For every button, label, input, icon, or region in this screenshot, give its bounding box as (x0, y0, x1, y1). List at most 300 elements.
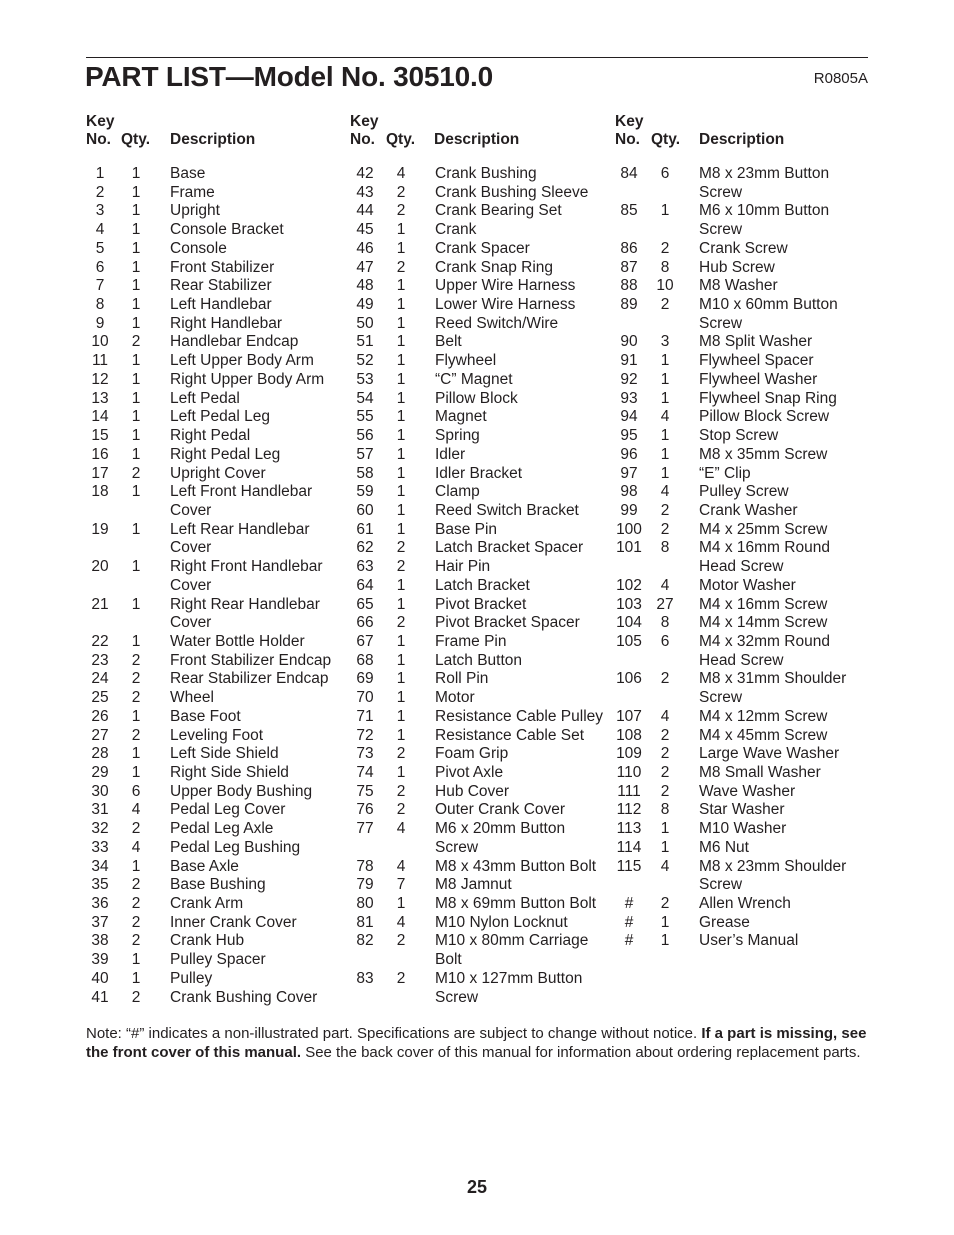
parts-row (614, 184, 868, 203)
parts-row (85, 652, 345, 671)
quantity: 2 (131, 670, 141, 688)
quantity: 6 (660, 165, 670, 182)
description: Rear Stabilizer Endcap (170, 670, 329, 688)
quantity: 4 (396, 857, 406, 875)
quantity: 6 (131, 782, 141, 800)
parts-row (350, 202, 610, 221)
key-number: 60 (356, 501, 374, 519)
page-number: 25 (466, 1177, 488, 1197)
description: M8 x 23mm Button (699, 165, 830, 182)
quantity: 1 (396, 427, 406, 445)
parts-row (85, 820, 345, 839)
parts-row (350, 895, 610, 914)
description: Crank Bushing Sleeve (435, 183, 589, 201)
key-number: 14 (91, 408, 109, 426)
parts-row (614, 839, 868, 858)
description: Crank Screw (699, 239, 788, 257)
key-number: 10 (91, 333, 109, 351)
key-number: # (624, 895, 634, 913)
quantity: 7 (396, 876, 406, 894)
key-number: 32 (91, 820, 109, 838)
parts-row (614, 296, 868, 315)
parts-row (350, 483, 610, 502)
key-number: 79 (356, 876, 374, 894)
parts-row (350, 970, 610, 989)
key-number: 77 (356, 820, 374, 838)
quantity: 1 (131, 389, 141, 407)
quantity: 2 (660, 895, 670, 913)
key-number: 68 (356, 651, 374, 669)
parts-row (614, 259, 868, 278)
description: Base Pin (435, 520, 498, 538)
quantity: 2 (396, 202, 406, 220)
key-number: 88 (620, 277, 638, 295)
quantity: 4 (660, 483, 670, 501)
parts-row (614, 240, 868, 259)
quantity: 2 (660, 726, 670, 744)
description: Roll Pin (435, 670, 489, 688)
description: Right Upper Body Arm (170, 370, 325, 388)
description: Crank Bushing (435, 165, 537, 182)
parts-row (350, 502, 610, 521)
description: Frame Pin (435, 632, 507, 650)
description: Idler (435, 445, 466, 463)
quantity: 1 (396, 239, 406, 257)
quantity: 2 (131, 726, 141, 744)
key-number: 43 (356, 183, 374, 201)
quantity: 1 (660, 445, 670, 463)
parts-row (614, 596, 868, 615)
description: Wheel (170, 689, 214, 707)
parts-row (85, 801, 345, 820)
description: Outer Crank Cover (435, 801, 566, 819)
description: Left Upper Body Arm (170, 352, 314, 370)
key-number: 103 (616, 595, 642, 613)
quantity: 8 (660, 539, 670, 557)
parts-row (85, 184, 345, 203)
key-number: 59 (356, 483, 374, 501)
header-description: Description (434, 131, 520, 148)
description: “C” Magnet (435, 370, 513, 388)
key-number: 111 (617, 782, 641, 800)
description: Head Screw (699, 651, 784, 669)
description: Right Pedal (170, 427, 251, 445)
key-number: 8 (95, 296, 105, 314)
parts-row (85, 539, 345, 558)
parts-row (85, 277, 345, 296)
key-number: 109 (616, 745, 642, 763)
header-no: No. (86, 131, 111, 148)
note-bold-text: If a part is missing, see the front cover of this manual. (86, 1025, 867, 1061)
parts-row (614, 483, 868, 502)
parts-row (350, 315, 610, 334)
key-number: 114 (616, 838, 642, 856)
key-number: 104 (616, 614, 642, 632)
description: Screw (699, 183, 743, 201)
parts-row (85, 783, 345, 802)
key-number: 3 (95, 202, 105, 220)
quantity: 1 (131, 951, 141, 969)
description: M4 x 16mm Round (699, 539, 830, 557)
description: Idler Bracket (435, 464, 523, 482)
parts-column-1 (85, 165, 345, 1007)
quantity: 2 (396, 969, 406, 987)
description: M10 x 60mm Button (699, 296, 838, 314)
quantity: 1 (131, 314, 141, 332)
header-description: Description (170, 131, 256, 148)
parts-row (85, 296, 345, 315)
quantity: 2 (660, 296, 670, 314)
description: Stop Screw (699, 427, 779, 445)
parts-row (614, 539, 868, 558)
description: Resistance Cable Set (435, 726, 585, 744)
description: Pulley (170, 969, 213, 987)
key-number: 86 (620, 239, 638, 257)
key-number: 51 (356, 333, 374, 351)
key-number: 75 (356, 782, 374, 800)
description: Reed Switch/Wire (435, 314, 559, 332)
parts-row (350, 165, 610, 184)
parts-row (350, 521, 610, 540)
quantity: 2 (131, 913, 141, 931)
quantity: 1 (131, 595, 141, 613)
quantity: 2 (396, 614, 406, 632)
parts-row (350, 727, 610, 746)
description: M6 x 20mm Button (435, 820, 566, 838)
key-number: 13 (91, 389, 109, 407)
key-number: 110 (616, 764, 642, 781)
description: Screw (699, 221, 743, 239)
description: Magnet (435, 408, 487, 426)
quantity: 2 (131, 333, 141, 351)
key-number: 84 (620, 165, 638, 182)
parts-row (85, 689, 345, 708)
parts-row (614, 708, 868, 727)
description: M8 x 31mm Shoulder (699, 670, 847, 688)
quantity: 2 (660, 782, 670, 800)
description: Frame (170, 183, 215, 201)
description: Hair Pin (435, 558, 491, 576)
description: Pivot Axle (435, 764, 504, 781)
description: Foam Grip (435, 745, 509, 763)
quantity: 8 (660, 614, 670, 632)
parts-row (350, 408, 610, 427)
key-number: 18 (91, 483, 109, 501)
description: M4 x 45mm Screw (699, 726, 828, 744)
key-number: 99 (620, 501, 638, 519)
parts-row (85, 352, 345, 371)
parts-row (350, 951, 610, 970)
description: Pivot Bracket Spacer (435, 614, 580, 632)
description: M4 x 16mm Screw (699, 595, 828, 613)
key-number: 36 (91, 895, 109, 913)
key-number: 25 (91, 689, 109, 707)
description: Leveling Foot (170, 726, 264, 744)
description: M6 Nut (699, 838, 749, 856)
quantity: 10 (656, 277, 674, 295)
quantity: 1 (396, 464, 406, 482)
description: Crank Arm (170, 895, 244, 913)
description: Screw (699, 689, 743, 707)
parts-row (614, 502, 868, 521)
parts-row (85, 839, 345, 858)
quantity: 1 (131, 352, 141, 370)
header-no: No. (615, 131, 640, 148)
parts-row (85, 764, 345, 783)
parts-row (350, 801, 610, 820)
parts-row (350, 333, 610, 352)
description: M8 x 23mm Shoulder (699, 857, 847, 875)
parts-row (85, 240, 345, 259)
key-number: 83 (356, 969, 374, 987)
description: M4 x 32mm Round (699, 632, 830, 650)
description: Base (170, 165, 206, 182)
quantity: 2 (131, 988, 141, 1006)
description: “E” Clip (699, 464, 751, 482)
quantity: 1 (396, 314, 406, 332)
description: Screw (435, 838, 479, 856)
quantity: 2 (396, 932, 406, 950)
description: Left Pedal (170, 389, 240, 407)
parts-row (85, 315, 345, 334)
quantity: 2 (131, 651, 141, 669)
description: Base Axle (170, 857, 239, 875)
description: Rear Stabilizer (170, 277, 272, 295)
description: Left Front Handlebar (170, 483, 313, 501)
description: Right Handlebar (170, 314, 283, 332)
key-number: 90 (620, 333, 638, 351)
description: Cover (170, 501, 212, 519)
note-text: Note: “#” indicates a non-illustrated part. Specifications are subject to change without notice. (86, 1025, 702, 1042)
description: Crank Bushing Cover (170, 988, 318, 1006)
key-number: 70 (356, 689, 374, 707)
description: M10 x 127mm Button (435, 969, 583, 987)
description: Base Foot (170, 707, 241, 725)
header-key: Key (615, 113, 644, 130)
quantity: 1 (660, 464, 670, 482)
key-number: 95 (620, 427, 638, 445)
description: Cover (170, 539, 212, 557)
quantity: 4 (131, 838, 141, 856)
header-qty: Qty. (386, 131, 415, 148)
description: Front Stabilizer Endcap (170, 651, 332, 669)
parts-row (614, 558, 868, 577)
parts-row (614, 689, 868, 708)
description: Upper Wire Harness (435, 277, 576, 295)
parts-row (614, 820, 868, 839)
quantity: 2 (396, 558, 406, 576)
parts-row (614, 352, 868, 371)
description: Large Wave Washer (699, 745, 840, 763)
quantity: 1 (131, 427, 141, 445)
quantity: 2 (396, 539, 406, 557)
key-number: 9 (95, 314, 105, 332)
parts-row (85, 333, 345, 352)
parts-row (350, 352, 610, 371)
quantity: 2 (660, 764, 670, 781)
key-number: 87 (620, 258, 638, 276)
key-number: 11 (91, 352, 109, 370)
key-number: 34 (91, 857, 109, 875)
key-number: 29 (91, 764, 109, 781)
parts-row (85, 390, 345, 409)
key-number: 20 (91, 558, 109, 576)
quantity: 1 (396, 576, 406, 594)
quantity: 1 (131, 558, 141, 576)
parts-row (614, 165, 868, 184)
description: Left Side Shield (170, 745, 279, 763)
parts-row (85, 165, 345, 184)
description: M8 Washer (699, 277, 778, 295)
parts-row (85, 951, 345, 970)
parts-row (614, 614, 868, 633)
description: Right Front Handlebar (170, 558, 323, 576)
parts-row (614, 371, 868, 390)
parts-row (350, 427, 610, 446)
description: Upright (170, 202, 220, 220)
parts-row (85, 259, 345, 278)
quantity: 4 (660, 707, 670, 725)
note-text-end: See the back cover of this manual for information about ordering replacement parts. (301, 1043, 861, 1061)
key-number: 26 (91, 707, 109, 725)
parts-row (614, 427, 868, 446)
parts-row (614, 895, 868, 914)
key-number: 5 (95, 239, 105, 257)
description: Right Pedal Leg (170, 445, 281, 463)
parts-row (350, 839, 610, 858)
quantity: 1 (396, 689, 406, 707)
parts-row (350, 633, 610, 652)
parts-row (85, 446, 345, 465)
parts-row (350, 446, 610, 465)
quantity: 4 (660, 408, 670, 426)
description: Wave Washer (699, 782, 796, 800)
quantity: 2 (131, 689, 141, 707)
key-number: 72 (356, 726, 374, 744)
parts-row (614, 670, 868, 689)
description: M8 Small Washer (699, 764, 821, 781)
quantity: 4 (396, 165, 406, 182)
parts-row (614, 408, 868, 427)
parts-row (350, 558, 610, 577)
quantity: 1 (131, 296, 141, 314)
description: Right Side Shield (170, 764, 289, 781)
key-number: 56 (356, 427, 374, 445)
key-number: 33 (91, 838, 109, 856)
description: Pedal Leg Cover (170, 801, 286, 819)
key-number: 98 (620, 483, 638, 501)
quantity: 1 (396, 296, 406, 314)
quantity: 1 (396, 370, 406, 388)
header-key: Key (350, 113, 379, 130)
quantity: 1 (131, 707, 141, 725)
key-number: 1 (95, 165, 105, 182)
description: Right Rear Handlebar (170, 595, 320, 613)
description: Hub Screw (699, 258, 775, 276)
document-code: R0805A (813, 70, 868, 87)
parts-row (614, 333, 868, 352)
quantity: 1 (131, 857, 141, 875)
description: Latch Bracket Spacer (435, 539, 584, 557)
description: Crank Hub (170, 932, 245, 950)
key-number: 67 (356, 632, 374, 650)
quantity: 2 (131, 464, 141, 482)
quantity: 3 (660, 333, 670, 351)
parts-row (614, 764, 868, 783)
parts-row (85, 727, 345, 746)
quantity: 1 (396, 670, 406, 688)
parts-row (614, 465, 868, 484)
quantity: 1 (396, 895, 406, 913)
parts-row (350, 745, 610, 764)
parts-row (85, 465, 345, 484)
description: Pillow Block (435, 389, 518, 407)
quantity: 1 (131, 221, 141, 239)
parts-row (614, 633, 868, 652)
parts-row (614, 783, 868, 802)
description: Flywheel Snap Ring (699, 389, 837, 407)
parts-row (614, 914, 868, 933)
description: Pulley Screw (699, 483, 789, 501)
description: M4 x 14mm Screw (699, 614, 828, 632)
parts-row (350, 277, 610, 296)
key-number: 6 (95, 258, 105, 276)
description: Lower Wire Harness (435, 296, 576, 314)
parts-row (85, 708, 345, 727)
quantity: 1 (660, 370, 670, 388)
header-no: No. (350, 131, 375, 148)
key-number: 17 (91, 464, 109, 482)
quantity: 2 (660, 239, 670, 257)
parts-row (85, 483, 345, 502)
description: Base Bushing (170, 876, 266, 894)
quantity: 4 (396, 820, 406, 838)
key-number: 30 (91, 782, 109, 800)
key-number: 89 (620, 296, 638, 314)
description: Upper Body Bushing (170, 782, 313, 800)
key-number: 108 (616, 726, 642, 744)
header-qty: Qty. (121, 131, 150, 148)
parts-row (85, 558, 345, 577)
description: Hub Cover (435, 782, 510, 800)
key-number: 7 (95, 277, 105, 295)
quantity: 2 (396, 258, 406, 276)
quantity: 1 (660, 820, 670, 838)
parts-row (350, 465, 610, 484)
key-number: 58 (356, 464, 374, 482)
quantity: 1 (660, 838, 670, 856)
key-number: # (624, 913, 634, 931)
parts-row (350, 221, 610, 240)
description: M8 x 43mm Button Bolt (435, 857, 597, 875)
key-number: 31 (91, 801, 109, 819)
description: Left Handlebar (170, 296, 272, 314)
description: Cover (170, 576, 212, 594)
description: Resistance Cable Pulley (435, 707, 604, 725)
parts-row (350, 596, 610, 615)
description: Reed Switch Bracket (435, 501, 579, 519)
description: Pivot Bracket (435, 595, 527, 613)
quantity: 1 (131, 258, 141, 276)
parts-row (350, 989, 610, 1008)
header-description: Description (699, 131, 785, 148)
quantity: 4 (131, 801, 141, 819)
quantity: 8 (660, 258, 670, 276)
quantity: 1 (131, 520, 141, 538)
quantity: 1 (660, 202, 670, 220)
description: Flywheel Spacer (699, 352, 814, 370)
parts-row (350, 689, 610, 708)
